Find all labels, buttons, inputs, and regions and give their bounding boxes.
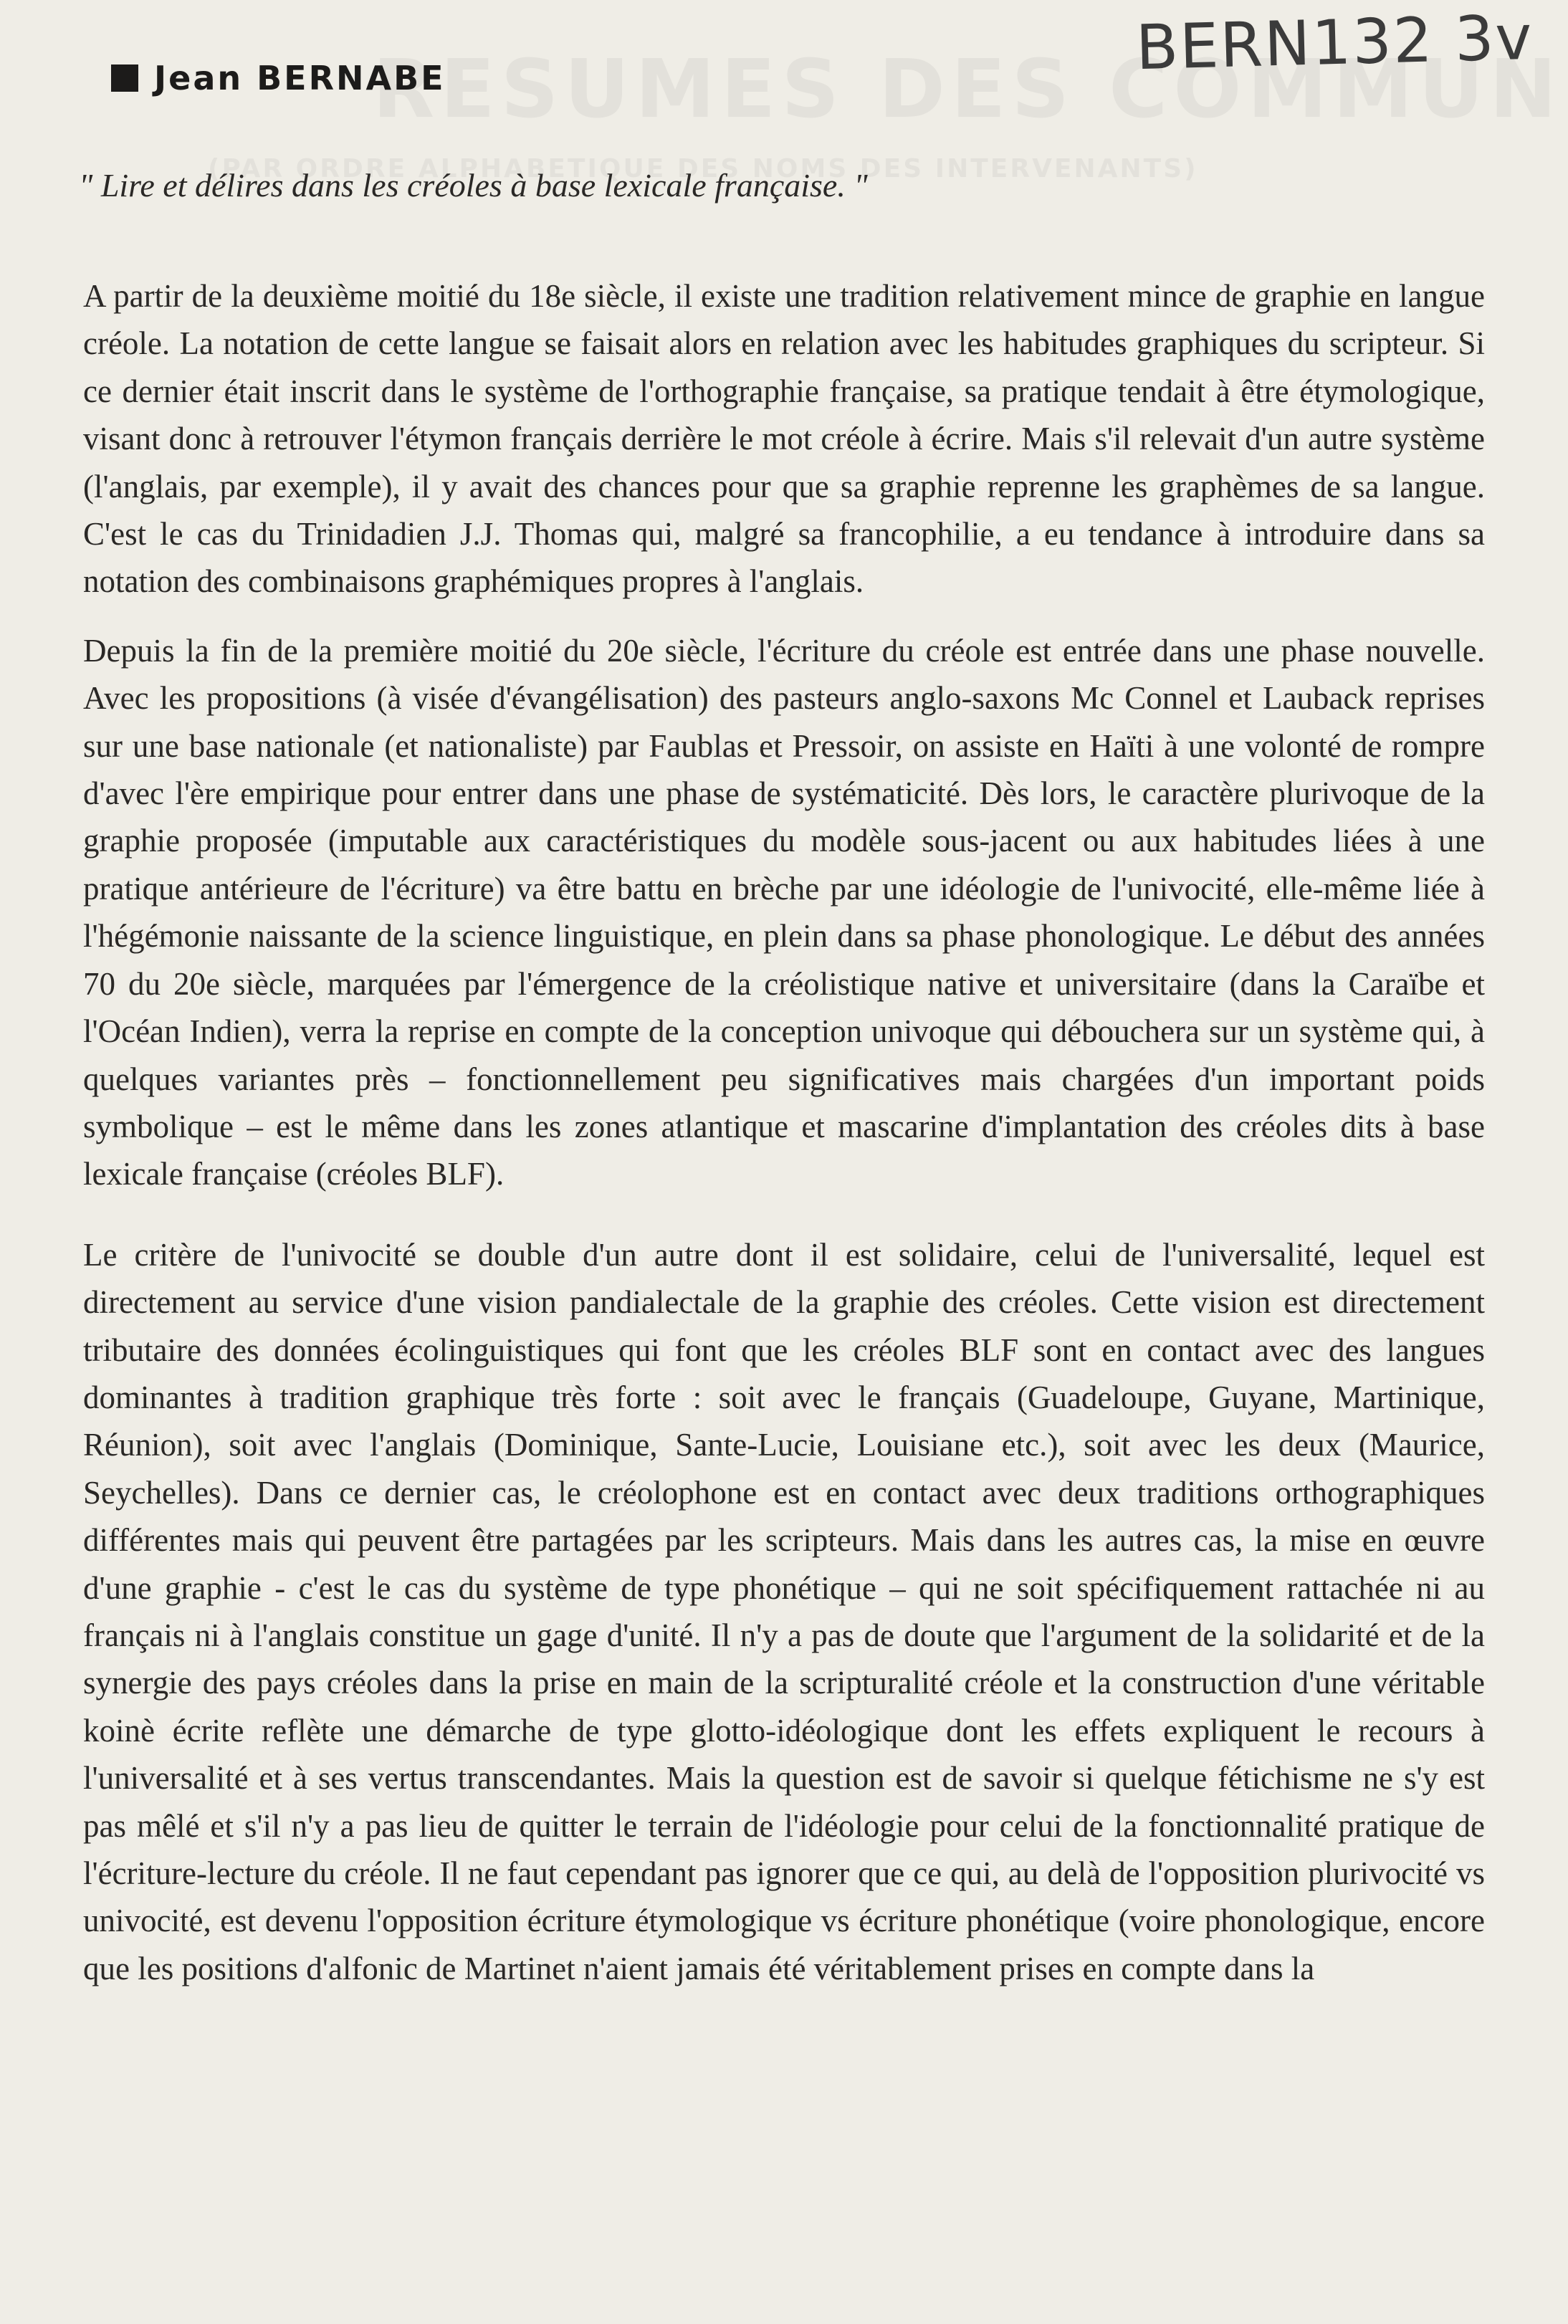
author-name: Jean BERNABE: [154, 59, 446, 97]
abstract-body: [83, 272, 1485, 1992]
paragraph-2: Depuis la fin de la première moitié du 20e siècle, l'écriture du créole est entrée dans une phase nouvelle. Avec les propositions (à visée d'évangélisation) des pasteurs anglo-saxons Mc Connel et Lauback reprises sur une base nationale (et nationaliste) par Faublas et Pressoir, on assiste en Haïti à une volonté de rompre d'avec l'ère empirique pour entrer dans une phase de systématicité. Dès lors, le caractère plurivoque de la graphie proposée (imputable aux caractéristiques du modèle sous-jacent ou aux habitudes liées à une pratique antérieure de l'écriture) va être battu en brèche par une idéologie de l'univocité, elle-même liée à l'hégémonie naissante de la science linguistique, en plein dans sa phase phonologique. Le début des années 70 du 20e siècle, marquées par l'émergence de la créolistique native et universitaire (dans la Caraïbe et l'Océan Indien), verra la reprise en compte de la conception univoque qui débouchera sur un système qui, à quelques variantes près – fonctionnellement peu significatives mais chargées d'un important poids symbolique – est le même dans les zones atlantique et mascarine d'implantation des créoles dits à base lexicale française (créoles BLF).: [83, 632, 1485, 1192]
handwritten-reference-mark: BERN132 3v: [1134, 1, 1534, 85]
author-heading: [111, 59, 446, 97]
communication-title: " Lire et délires dans les créoles à base lexicale française. ": [79, 167, 868, 204]
paragraph-1: A partir de la deuxième moitié du 18e siècle, il existe une tradition relativement mince de graphie en langue créole. La notation de cette langue se faisait alors en relation avec les habitudes graphiques du scripteur. Si ce dernier était inscrit dans le système de l'orthographie française, sa pratique tendait à être étymologique, visant donc à retrouver l'étymon français derrière le mot créole à écrire. Mais s'il relevait d'un autre système (l'anglais, par exemple), il y avait des chances pour que sa graphie reprenne les graphèmes de sa langue. C'est le cas du Trinidadien J.J. Thomas qui, malgré sa francophilie, a eu tendance à introduire dans sa notation des combinaisons graphémiques propres à l'anglais.: [83, 278, 1485, 600]
black-square-icon: [111, 64, 138, 92]
paragraph-3: Le critère de l'univocité se double d'un autre dont il est solidaire, celui de l'universalité, lequel est directement au service d'une vision pandialectale de la graphie des créoles. Cette vision est directement tributaire des données écolinguistiques qui font que les créoles BLF sont en contact avec des langues dominantes à tradition graphique très forte : soit avec le français (Guadeloupe, Guyane, Martinique, Réunion), soit avec l'anglais (Dominique, Sante-Lucie, Louisiane etc.), soit avec les deux (Maurice, Seychelles). Dans ce dernier cas, le créolophone est en contact avec deux traditions orthographiques différentes mais qui peuvent être partagées par les scripteurs. Mais dans les autres cas, la mise en œuvre d'une graphie - c'est le cas du système de type phonétique – qui ne soit spécifiquement rattachée ni au français ni à l'anglais constitue un gage d'unité. Il n'y a pas de doute que l'argument de la solidarité et de la synergie des pays créoles dans la prise en main de la scripturalité créole et la construction d'une véritable koinè écrite reflète une démarche de type glotto-idéologique dont les effets expliquent le recours à l'universalité et à ses vertus transcendantes. Mais la question est de savoir si quelque fétichisme ne s'y est pas mêlé et s'il n'y a pas lieu de quitter le terrain de l'idéologie pour celui de la fonctionnalité pratique de l'écriture-lecture du créole. Il ne faut cependant pas ignorer que ce qui, au delà de l'opposition plurivocité vs univocité, est devenu l'opposition écriture étymologique vs écriture phonétique (voire phonologique, encore que les positions d'alfonic de Martinet n'aient jamais été véritablement prises en compte dans la: [83, 1236, 1485, 1986]
